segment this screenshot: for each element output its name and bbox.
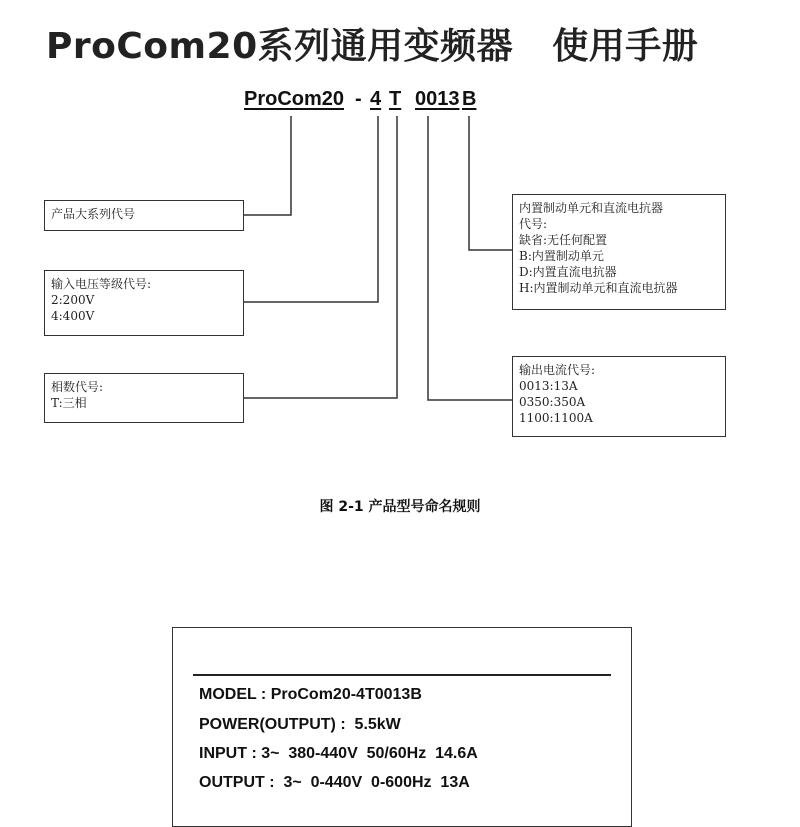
option-box-line: 缺省:无任何配置	[519, 233, 608, 247]
page-title: ProCom20系列通用变频器 使用手册	[46, 26, 699, 67]
model-code-series: ProCom20	[244, 88, 345, 110]
series-box-line: 产品大系列代号	[51, 207, 136, 221]
phase-box-line: T:三相	[51, 396, 87, 410]
connector-phase	[243, 116, 397, 398]
connector-series	[243, 116, 291, 215]
phase-code-box	[44, 373, 244, 423]
nameplate	[172, 627, 632, 827]
voltage-box-line: 4:400V	[51, 309, 95, 323]
connector-option	[469, 116, 512, 250]
current-box-heading: 输出电流代号:	[519, 363, 596, 377]
model-code-current: 0013	[415, 88, 460, 110]
voltage-box-heading: 输入电压等级代号:	[51, 277, 152, 291]
option-code-box	[512, 194, 726, 310]
option-box-line: 代号:	[519, 217, 548, 231]
current-code-box	[512, 356, 726, 437]
series-code-box	[44, 200, 244, 231]
model-code-separator: -	[355, 88, 362, 110]
option-box-line: H:内置制动单元和直流电抗器	[519, 281, 678, 295]
model-code-voltage: 4	[370, 88, 382, 110]
model-code-phase: T	[389, 88, 402, 110]
current-box-line: 0013:13A	[519, 379, 578, 393]
option-box-heading: 内置制动单元和直流电抗器	[519, 201, 664, 215]
connector-current	[428, 116, 512, 400]
option-box-line: B:内置制动单元	[519, 249, 604, 263]
connector-voltage	[243, 116, 378, 302]
nameplate-model: MODEL : ProCom20-4T0013B	[199, 686, 422, 703]
nameplate-rule	[193, 674, 611, 676]
nameplate-power: POWER(OUTPUT) : 5.5kW	[199, 716, 401, 733]
current-box-line: 0350:350A	[519, 395, 586, 409]
current-box-line: 1100:1100A	[519, 411, 593, 425]
model-code-option: B	[462, 88, 477, 110]
nameplate-output: OUTPUT : 3~ 0-440V 0-600Hz 13A	[199, 774, 470, 791]
option-box-line: D:内置直流电抗器	[519, 265, 617, 279]
nameplate-input: INPUT : 3~ 380-440V 50/60Hz 14.6A	[199, 745, 478, 762]
figure-caption: 图 2-1 产品型号命名规则	[319, 499, 481, 515]
voltage-code-box	[44, 270, 244, 336]
phase-box-heading: 相数代号:	[51, 380, 104, 394]
voltage-box-line: 2:200V	[51, 293, 95, 307]
